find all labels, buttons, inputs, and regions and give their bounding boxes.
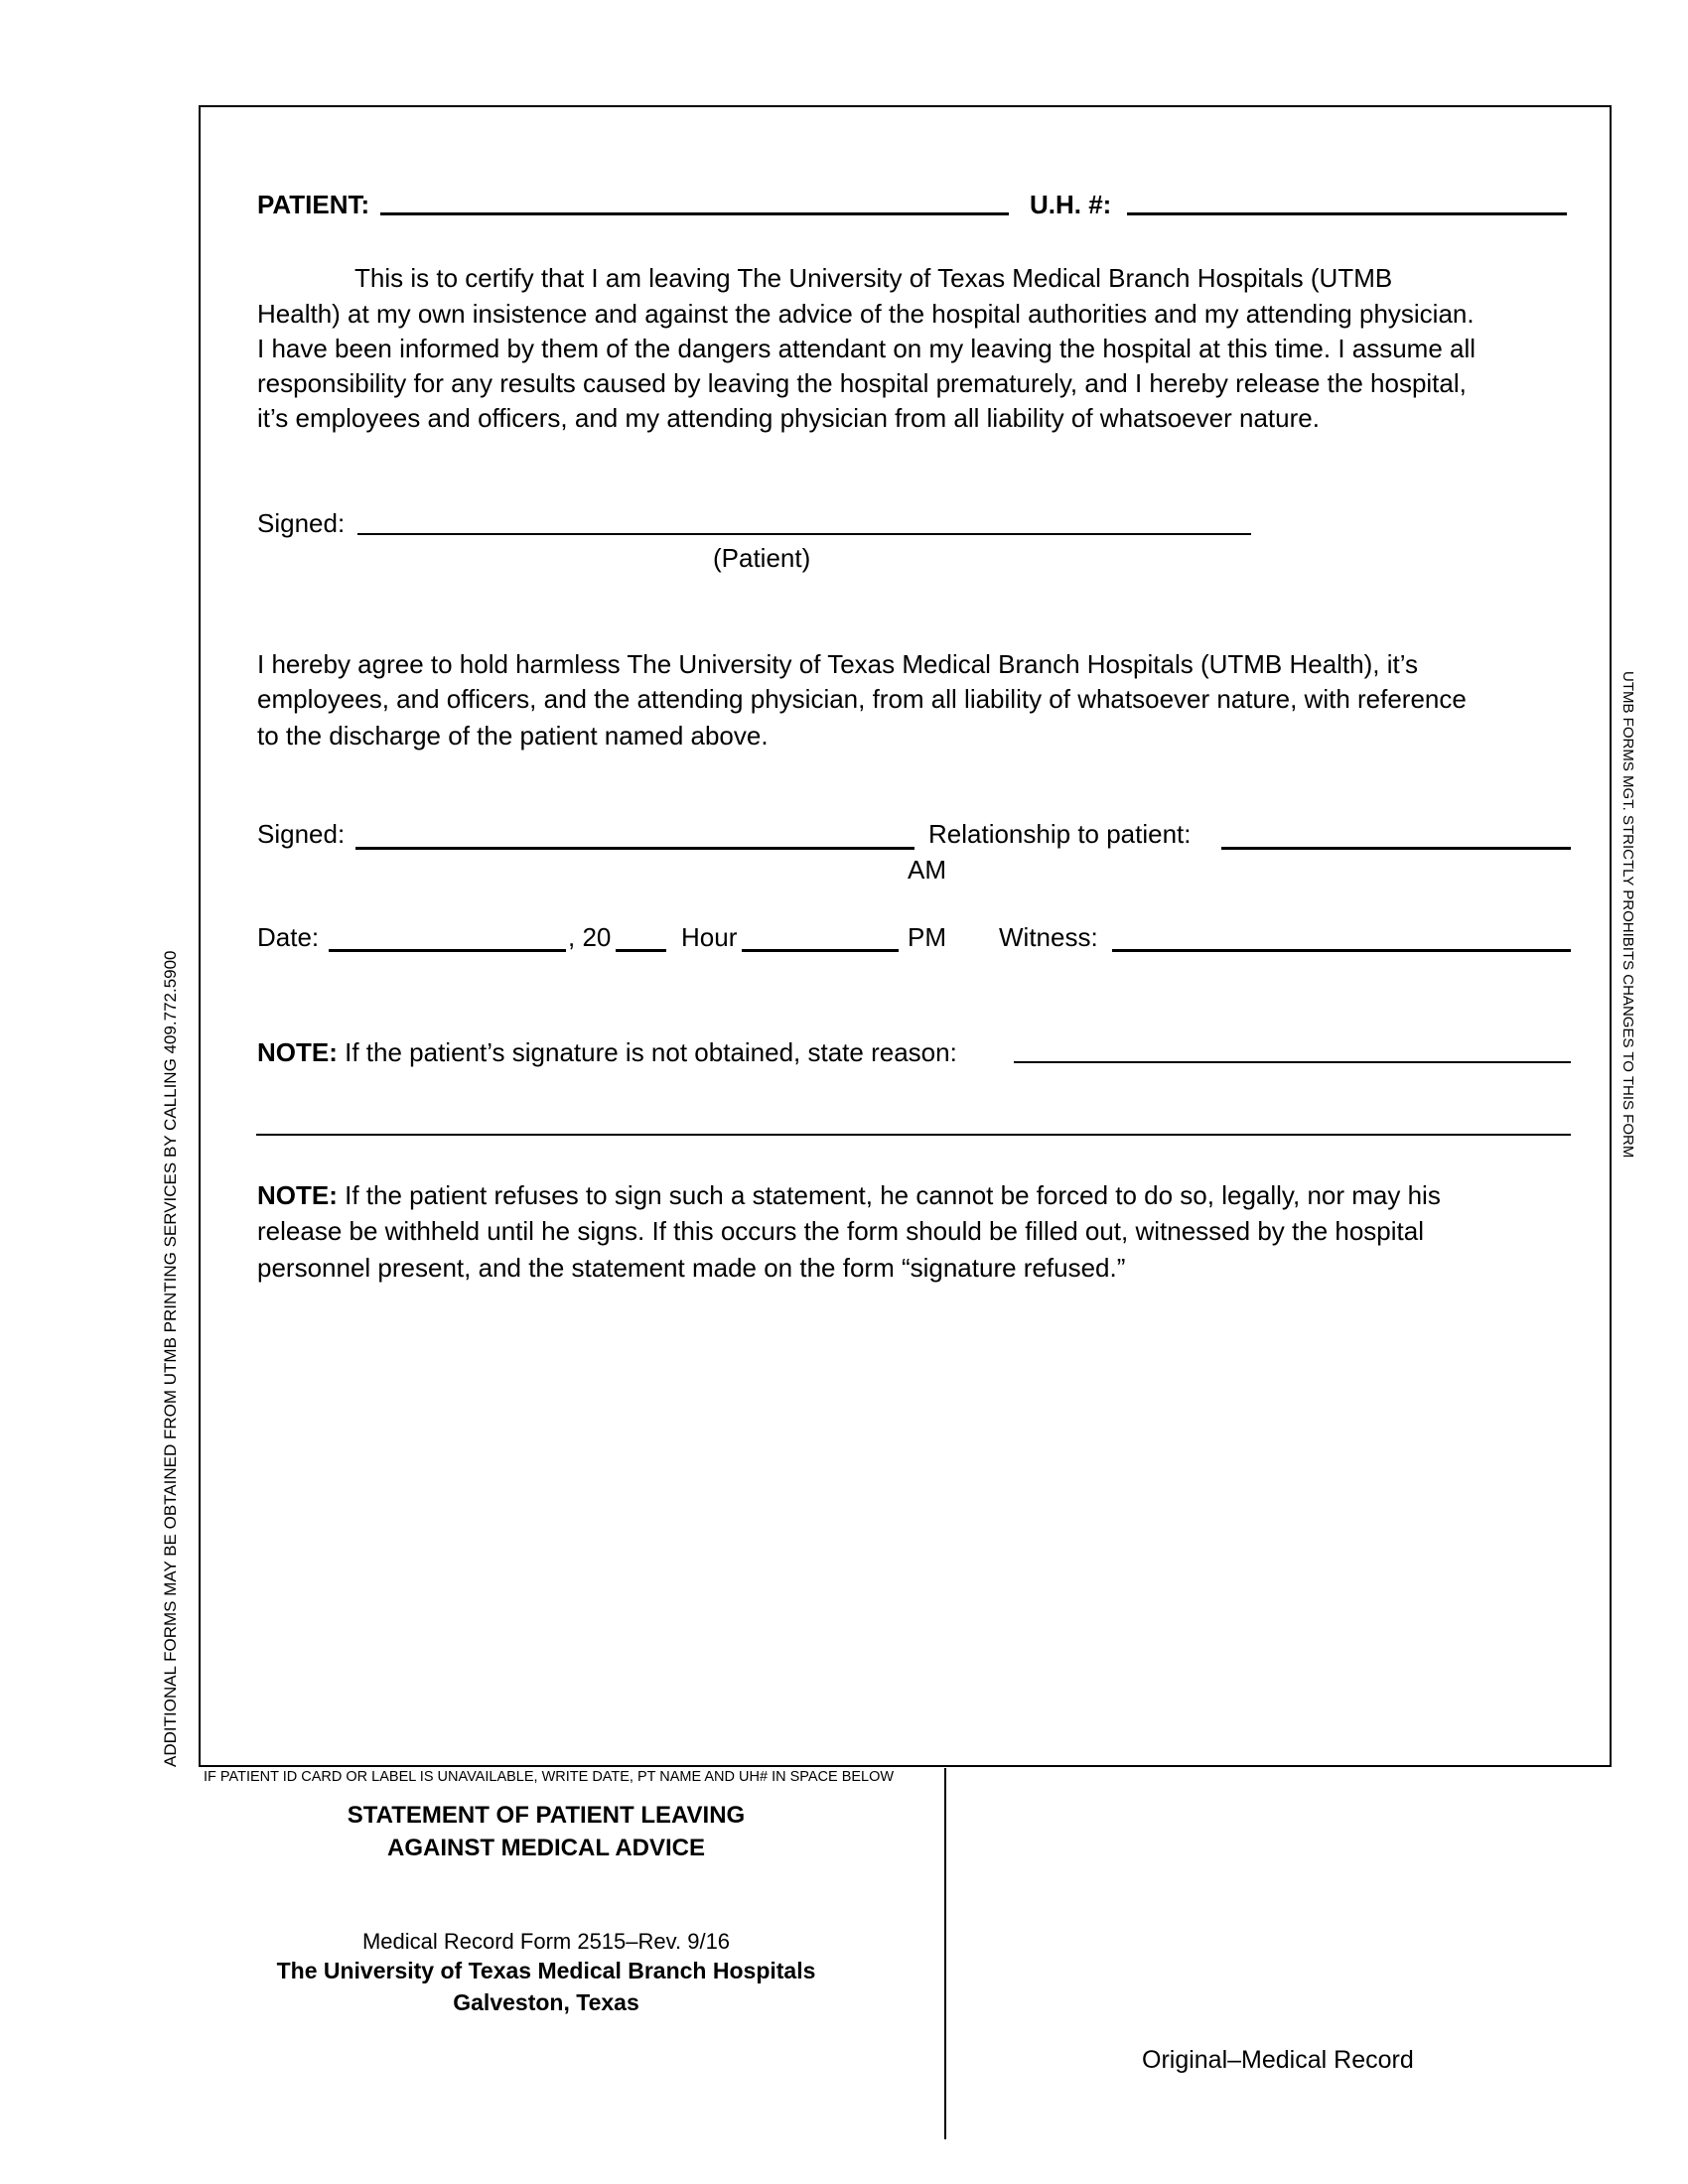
patient-signature-caption: (Patient) [713, 543, 811, 573]
pm-label: PM [908, 922, 946, 952]
witness-label: Witness: [999, 922, 1098, 952]
reason-field-continued[interactable] [256, 1134, 1571, 1136]
patient-signature-field[interactable] [357, 533, 1251, 535]
form-number: Medical Record Form 2515–Rev. 9/16 [361, 1929, 731, 1954]
date-label: Date: [257, 922, 320, 952]
witness-field[interactable] [1112, 949, 1571, 952]
relative-signed-label: Signed: [257, 819, 346, 849]
hour-field[interactable] [742, 949, 899, 952]
year-field[interactable] [616, 949, 666, 952]
note1-label: NOTE: [257, 1037, 338, 1067]
note-refusal-line-3: personnel present, and the statement made on the form “signature refused.” [257, 1253, 1126, 1283]
patient-name-field[interactable] [380, 212, 1009, 215]
hold-harmless-line-2: employees, and officers, and the attending physician, from all liability of whatsoever nature, with reference [257, 684, 1467, 714]
side-text-forms-mgt: UTMB FORMS MGT. STRICTLY PROHIBITS CHANGES TO THIS FORM [1619, 671, 1636, 1159]
certification-line-3: I have been informed by them of the dangers attendant on my leaving the hospital at this time. I assume all [257, 334, 1477, 363]
patient-label: PATIENT: [257, 190, 370, 219]
note-signature-not-obtained [257, 1039, 957, 1065]
side-text-additional-forms: ADDITIONAL FORMS MAY BE OBTAINED FROM UTMB PRINTING SERVICES BY CALLING 409.772.5900 [161, 950, 180, 1767]
institution-name: The University of Texas Medical Branch Hospitals [276, 1958, 816, 1983]
relative-signature-field[interactable] [355, 847, 914, 850]
am-label: AM [908, 855, 946, 885]
copy-designation: Original–Medical Record [1142, 2046, 1414, 2074]
note2-line-1: If the patient refuses to sign such a statement, he cannot be forced to do so, legally, nor may his [337, 1180, 1441, 1210]
reason-field[interactable] [1014, 1061, 1571, 1063]
certification-line-1: This is to certify that I am leaving The University of Texas Medical Branch Hospitals (UTMB [354, 263, 1393, 293]
institution-location: Galveston, Texas [453, 1989, 639, 2015]
relationship-label: Relationship to patient: [928, 819, 1192, 849]
hold-harmless-line-1: I hereby agree to hold harmless The University of Texas Medical Branch Hospitals (UTMB Health), it’s [257, 649, 1419, 679]
uh-number-label: U.H. #: [1030, 190, 1112, 219]
form-title-line-2: AGAINST MEDICAL ADVICE [386, 1835, 705, 1861]
certification-line-5: it’s employees and officers, and my attending physician from all liability of whatsoever nature. [257, 403, 1320, 433]
hold-harmless-line-3: to the discharge of the patient named above. [257, 721, 769, 751]
footer-divider [944, 1768, 946, 2139]
uh-number-field[interactable] [1127, 212, 1567, 215]
year-prefix: , 20 [568, 922, 612, 952]
note1-text: If the patient’s signature is not obtained, state reason: [337, 1037, 957, 1067]
certification-line-2: Health) at my own insistence and against the advice of the hospital authorities and my attending physician. [257, 299, 1475, 329]
date-field[interactable] [329, 949, 566, 952]
note2-label: NOTE: [257, 1180, 338, 1210]
hour-label: Hour [681, 922, 738, 952]
form-title-line-1: STATEMENT OF PATIENT LEAVING [347, 1802, 746, 1829]
relationship-field[interactable] [1221, 847, 1571, 850]
note-refusal-line-2: release be withheld until he signs. If this occurs the form should be filled out, witnessed by the hospital [257, 1216, 1424, 1246]
certification-line-4: responsibility for any results caused by leaving the hospital prematurely, and I hereby release the hospital, [257, 368, 1467, 398]
id-card-notice: IF PATIENT ID CARD OR LABEL IS UNAVAILABLE, WRITE DATE, PT NAME AND UH# IN SPACE BELOW [204, 1769, 895, 1785]
note-refusal-line-1 [257, 1182, 1441, 1208]
patient-signed-label: Signed: [257, 508, 346, 538]
